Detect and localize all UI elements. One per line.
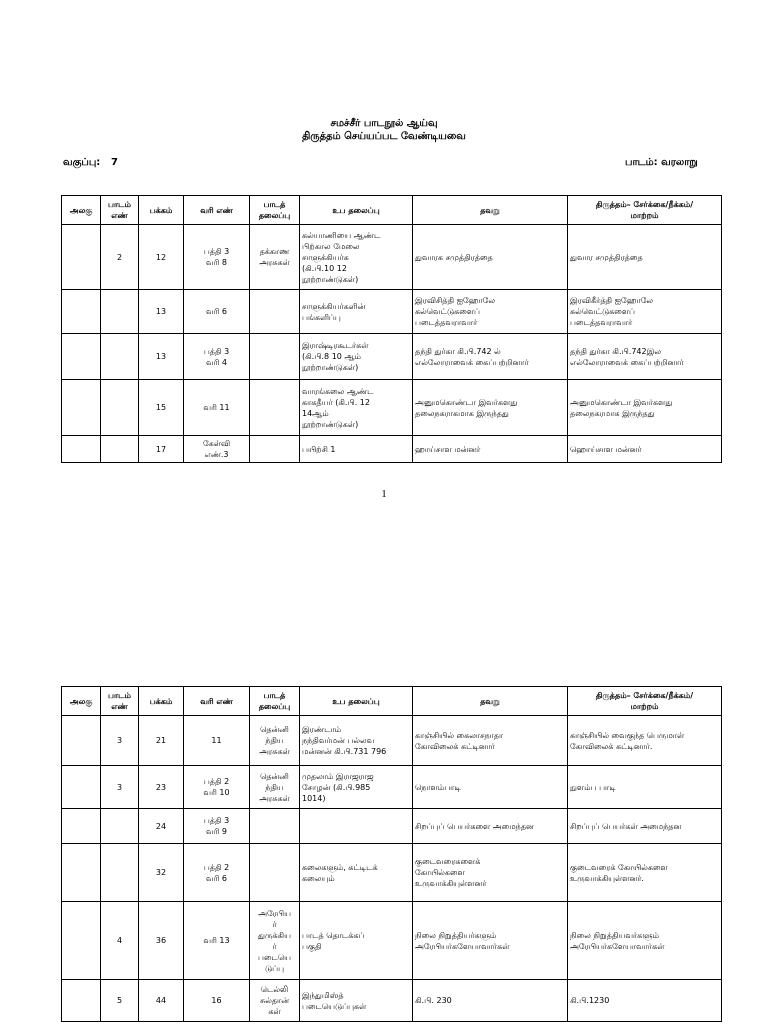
cell-line: வரி 13: [184, 902, 250, 980]
header-correction: திருத்தம்– சேர்க்கை/நீக்கம்/ மாற்றம்: [568, 196, 722, 225]
cell-title: டெல்லி சுல்தான் கள்: [250, 980, 300, 1022]
cell-error: அனுமகொண்டா இவர்களது தலைநகராகமாக இருந்தது: [413, 380, 568, 436]
cell-page: 32: [139, 844, 184, 902]
corrections-table-1: [61, 195, 722, 463]
document-subtitle: திருத்தம் செய்யப்பட வேண்டியவை: [302, 131, 466, 142]
cell-unit: [62, 809, 101, 844]
header-lesson-title: பாடத் தலைப்பு: [250, 196, 300, 225]
header-lesson-no: பாடம் எண்: [101, 196, 139, 225]
cell-error: இரவிசித்தி ஐஹோலே கல்வெட்டுகளைப் படைத்தவராவார்: [413, 290, 568, 334]
cell-correction: கி.பி.1230: [568, 980, 722, 1022]
header-correction: திருத்தம்– சேர்க்கை/நீக்கம்/ மாற்றம்: [568, 687, 722, 716]
cell-correction: காஞ்சியில் வைகுந்த பெருமாள் கோவிலைக் கட்டினார்.: [568, 716, 722, 766]
cell-subtitle: பயிற்சி 1: [300, 436, 413, 463]
cell-subtitle: இந்துமிஸ்த் படையெடுப்புகள்: [300, 980, 413, 1022]
subject-label: பாடம்: வரலாறு: [625, 157, 698, 168]
cell-title: [250, 844, 300, 902]
cell-subtitle: இரண்டாம் நந்திவர்மன் பல்லவ மன்னன் கி.பி.731 796: [300, 716, 413, 766]
cell-subtitle: கலைகளும், கட்டிடக் கலையும்: [300, 844, 413, 902]
cell-error: குடைவரைகளைக் கோயில்களை உருவாக்கியுள்ளனர்: [413, 844, 568, 902]
cell-unit: [62, 334, 101, 380]
cell-page: 13: [139, 334, 184, 380]
cell-correction: ஹொய்சாள மன்னர்: [568, 436, 722, 463]
table-row: [62, 980, 722, 1022]
cell-line: 11: [184, 716, 250, 766]
header-lesson-title: பாடத் தலைப்பு: [250, 687, 300, 716]
cell-correction: குடைவரைக் கோயில்களை உருவாக்கியுள்ளனர்.: [568, 844, 722, 902]
cell-unit: [62, 844, 101, 902]
header-error: தவறு: [413, 687, 568, 716]
header-unit: அலகு: [62, 196, 101, 225]
cell-title: [250, 436, 300, 463]
cell-title: தென்னி ந்திய அரசுகள்: [250, 716, 300, 766]
table-row: [62, 716, 722, 766]
cell-page: 17: [139, 436, 184, 463]
cell-subtitle: வாரங்கலை ஆண்ட காகதீயர் (கி.பி. 12 14ஆம் நூற்றாண்டுகள்): [300, 380, 413, 436]
header-page: பக்கம்: [139, 196, 184, 225]
cell-title: தென்னி ந்திய அரசுகள்: [250, 766, 300, 809]
cell-page: 23: [139, 766, 184, 809]
cell-line: பத்தி 3 வரி 4: [184, 334, 250, 380]
cell-title: [250, 380, 300, 436]
cell-title: [250, 809, 300, 844]
cell-subtitle: முதலாம் இராஜராஜ சோழன் (கி.பி.985 1014): [300, 766, 413, 809]
cell-unit: [62, 980, 101, 1022]
cell-page: 21: [139, 716, 184, 766]
cell-lesson: [101, 809, 139, 844]
header-unit: அலகு: [62, 687, 101, 716]
cell-error: நொளம்பாடி: [413, 766, 568, 809]
cell-unit: [62, 290, 101, 334]
cell-lesson: [101, 380, 139, 436]
cell-line: 16: [184, 980, 250, 1022]
cell-unit: [62, 902, 101, 980]
cell-correction: நிலை நிறுத்தியவர்களும் அரேபியர்களேயாவார்கள்: [568, 902, 722, 980]
header-line-no: வரி எண்: [184, 687, 250, 716]
cell-error: கி.பி. 230: [413, 980, 568, 1022]
cell-title: [250, 290, 300, 334]
page-number: 1: [381, 488, 387, 500]
cell-lesson: 3: [101, 766, 139, 809]
cell-lesson: [101, 334, 139, 380]
cell-lesson: 5: [101, 980, 139, 1022]
table-row: [62, 334, 722, 380]
cell-unit: [62, 716, 101, 766]
cell-error: தந்தி துர்கா கி.பி.742 ல் எல்லோராவைக் கைப்பற்றினார்: [413, 334, 568, 380]
cell-unit: [62, 380, 101, 436]
cell-lesson: 2: [101, 225, 139, 290]
cell-error: ஹாய்சாள மன்னர்: [413, 436, 568, 463]
cell-correction: அனுமகொண்டா இவர்களது தலைநகரமாக இருந்தது: [568, 380, 722, 436]
table-row: [62, 225, 722, 290]
cell-line: பத்தி 2 வரி 10: [184, 766, 250, 809]
cell-title: அரேபிய ர் துருக்கிய ர் படையெ டுப்பு: [250, 902, 300, 980]
header-subtitle: உப தலைப்பு: [300, 687, 413, 716]
cell-line: பத்தி 2 வரி 6: [184, 844, 250, 902]
cell-line: வரி 11: [184, 380, 250, 436]
cell-subtitle: இராஷ்டிரகூடர்கள் (கி.பி.8 10 ஆம் நூற்றாண்டுகள்): [300, 334, 413, 380]
cell-unit: [62, 436, 101, 463]
cell-lesson: 3: [101, 716, 139, 766]
cell-lesson: [101, 290, 139, 334]
cell-unit: [62, 766, 101, 809]
cell-page: 44: [139, 980, 184, 1022]
cell-subtitle: [300, 809, 413, 844]
cell-unit: [62, 225, 101, 290]
cell-correction: துவார சமுத்திரத்தை: [568, 225, 722, 290]
cell-line: பத்தி 3 வரி 9: [184, 809, 250, 844]
class-value: 7: [111, 157, 118, 168]
cell-line: கேள்வி எண்.3: [184, 436, 250, 463]
table-row: [62, 436, 722, 463]
cell-page: 12: [139, 225, 184, 290]
table-row: [62, 809, 722, 844]
cell-page: 13: [139, 290, 184, 334]
corrections-table-2: [61, 686, 722, 1022]
header-line-no: வரி எண்: [184, 196, 250, 225]
cell-line: வரி 6: [184, 290, 250, 334]
cell-error: சிறப்புப் பெயர்களை அமைந்தன: [413, 809, 568, 844]
cell-correction: சிறப்புப் பெயர்கள் அமைந்தன: [568, 809, 722, 844]
table-row: [62, 902, 722, 980]
cell-correction: தந்தி துர்கா கி.பி.742இல எல்லோராவைக் கைப்பற்றினார்: [568, 334, 722, 380]
header-error: தவறு: [413, 196, 568, 225]
cell-error: துவாரக சமுத்திரத்தை: [413, 225, 568, 290]
cell-page: 24: [139, 809, 184, 844]
cell-page: 36: [139, 902, 184, 980]
table-row: [62, 766, 722, 809]
cell-subtitle: பாடத் தொடக்கப் பகுதி: [300, 902, 413, 980]
cell-lesson: [101, 436, 139, 463]
cell-lesson: 4: [101, 902, 139, 980]
cell-error: நிலை நிறுத்தியர்களும் அரேபியர்களேயாவார்கள்: [413, 902, 568, 980]
class-label: வகுப்பு:: [63, 157, 101, 168]
cell-correction: நுளம்ப பாடி: [568, 766, 722, 809]
cell-line: பத்தி 3 வரி 8: [184, 225, 250, 290]
cell-subtitle: சாளுக்கியர்களின் பங்களிப்பு: [300, 290, 413, 334]
header-page: பக்கம்: [139, 687, 184, 716]
cell-page: 15: [139, 380, 184, 436]
cell-title: தக்காண அரசுகள்: [250, 225, 300, 290]
cell-title: [250, 334, 300, 380]
table-row: [62, 380, 722, 436]
document-title: சமச்சீர் பாடநூல் ஆய்வு: [330, 118, 438, 129]
table-row: [62, 290, 722, 334]
header-lesson-no: பாடம் எண்: [101, 687, 139, 716]
header-subtitle: உப தலைப்பு: [300, 196, 413, 225]
cell-lesson: [101, 844, 139, 902]
cell-correction: இரவிகீர்த்தி ஐஹோலே கல்வெட்டுகளைப் படைத்தவராவார்: [568, 290, 722, 334]
cell-error: காஞ்சியில் கைலாசநாதா கோவிலைக் கட்டினார்: [413, 716, 568, 766]
table-row: [62, 844, 722, 902]
cell-subtitle: கல்யாணியை ஆண்ட பிற்கால மேலை சாளுக்கியர்க (கி.பி.10 12 நூற்றாண்டுகள்): [300, 225, 413, 290]
